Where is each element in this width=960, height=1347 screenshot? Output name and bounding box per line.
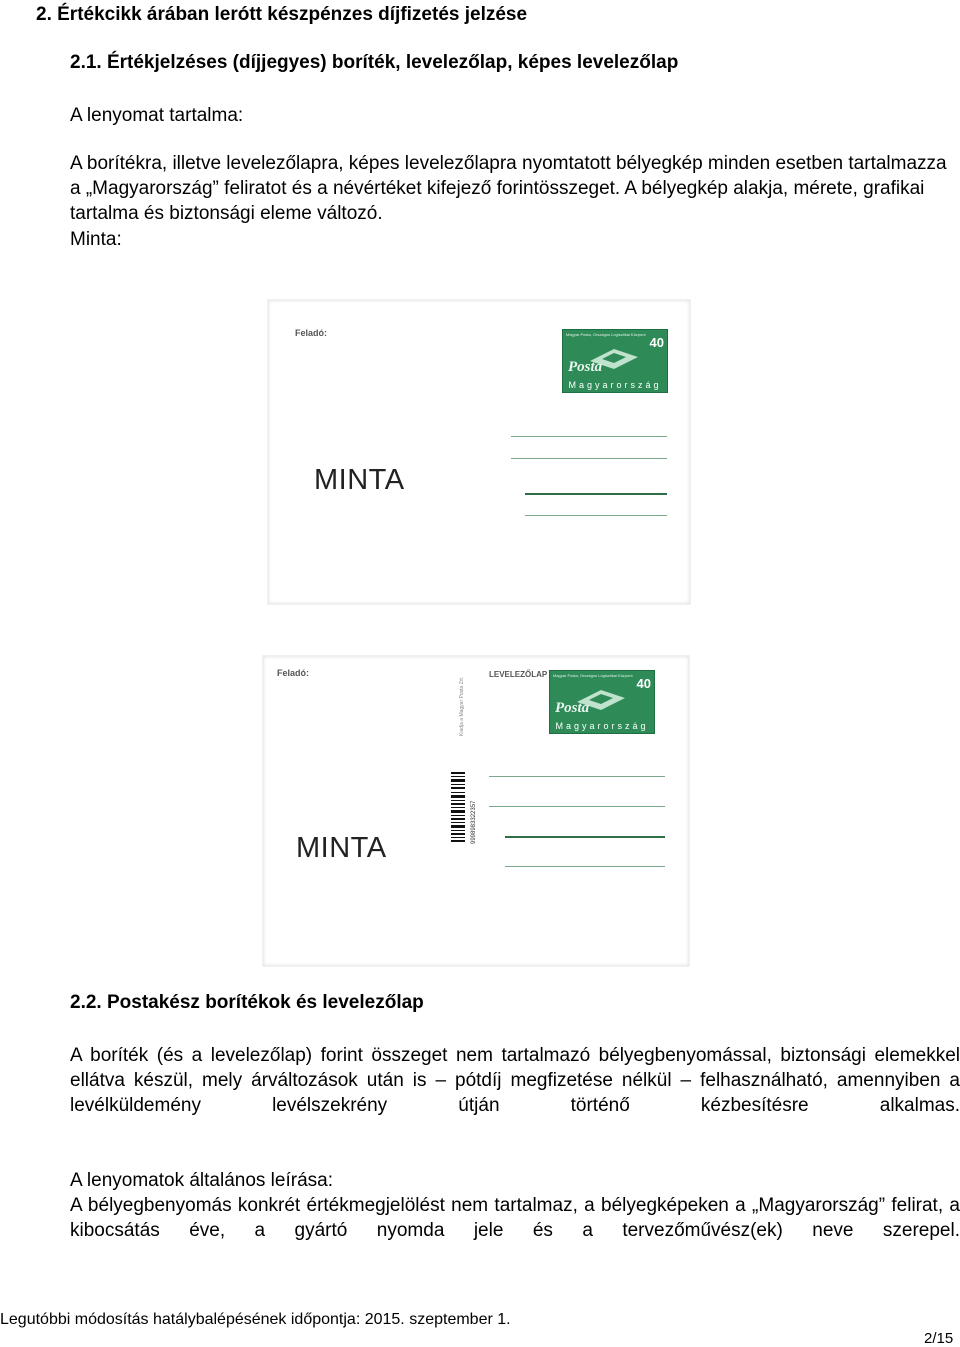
general-description-label: A lenyomatok általános leírása:	[70, 1170, 333, 1191]
address-line	[505, 836, 665, 838]
stamp-country-text: Magyarország	[568, 380, 662, 390]
address-line	[511, 436, 667, 437]
address-line	[489, 806, 665, 807]
address-line	[489, 776, 665, 777]
stamp-country-text: Magyarország	[555, 721, 649, 731]
stamp-value: 40	[649, 335, 664, 350]
sample-label: Minta:	[70, 229, 122, 250]
subsection-title-2-1: 2.1. Értékjelzéses (díjjegyes) boríték, levelezőlap, képes levelezőlap	[70, 52, 679, 73]
sender-label: Feladó:	[277, 668, 310, 678]
postage-stamp	[562, 329, 668, 393]
postcard-label: LEVELEZŐLAP	[489, 670, 548, 679]
postakesz-paragraph: A boríték (és a levelezőlap) forint összeget nem tartalmazó bélyegbenyomással, biztonsági elemekkel ellátva készül, mely árváltozások után is – pótdíj megfizetése nélkül – felhasználható, amennyiben a levélküldemény levélszekrény útján történő kézbesítésre alkalmas.	[70, 1045, 960, 1116]
postage-stamp	[549, 670, 655, 734]
barcode-number: 9998983322357	[471, 800, 477, 844]
envelope-sample-image	[268, 300, 690, 604]
stamp-value: 40	[636, 676, 651, 691]
minta-watermark: MINTA	[296, 832, 387, 864]
imprint-content-paragraph: A borítékra, illetve levelezőlapra, képes levelezőlapra nyomtatott bélyegkép minden esetben tartalmazza a „Magyarország” feliratot és a névértéket kifejező forintösszeget. A bélyegkép alakja, mérete, grafikai tartalma és biztonsági eleme változó.	[70, 153, 947, 224]
address-line	[505, 866, 665, 867]
minta-watermark: MINTA	[314, 464, 405, 496]
stamp-posta-text: Posta	[555, 700, 590, 716]
imprint-content-label: A lenyomat tartalma:	[70, 105, 244, 126]
stamp-issuer-text: Magyar Posta, Országos Logisztikai Központ	[566, 332, 646, 337]
stamp-posta-text: Posta	[568, 359, 603, 375]
subsection-title-2-2: 2.2. Postakész borítékok és levelezőlap	[70, 992, 424, 1013]
address-line	[525, 515, 667, 516]
publisher-side-text: Kiadja a Magyar Posta Zrt.	[459, 676, 465, 736]
section-heading: 2. Értékcikk árában lerótt készpénzes díjfizetés jelzése	[36, 4, 528, 25]
sender-label: Feladó:	[295, 328, 328, 338]
address-line	[511, 458, 667, 459]
general-description-paragraph: A bélyegbenyomás konkrét értékmegjelölést nem tartalmaz, a bélyegképeken a „Magyarország” felirat, a kibocsátás éve, a gyártó nyomda jele és a tervezőművész(ek) neve szerepel.	[70, 1195, 960, 1241]
footer-modified-date: Legutóbbi módosítás hatálybalépésének időpontja: 2015. szeptember 1.	[0, 1311, 511, 1328]
page-number: 2/15	[924, 1330, 954, 1347]
stamp-issuer-text: Magyar Posta, Országos Logisztikai Központ	[553, 673, 633, 678]
address-line	[525, 493, 667, 495]
postcard-sample-image	[263, 656, 689, 966]
